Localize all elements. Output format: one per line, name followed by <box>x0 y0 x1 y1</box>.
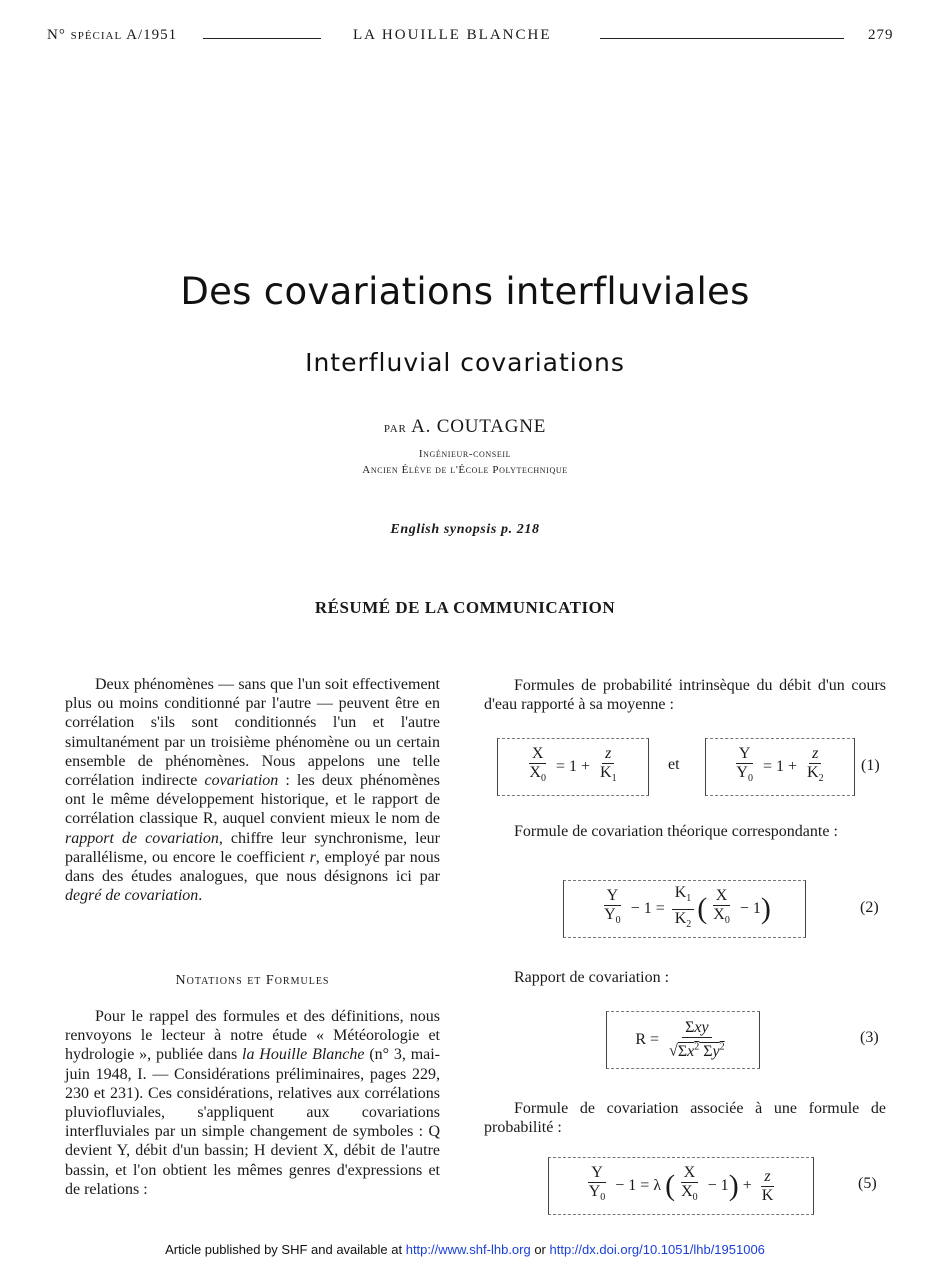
author-affiliation-1: Ingénieur-conseil <box>418 448 512 460</box>
article-subtitle: Interfluvial covariations <box>305 348 625 377</box>
author-prefix: par <box>383 420 407 436</box>
formula-1a: $\frac{X}{X_0}$ = 1 + $\frac{z}{K_1}$ <box>497 738 649 796</box>
english-synopsis-note: English synopsis p. 218 <box>390 522 540 537</box>
author-name: A. COUTAGNE <box>411 416 547 437</box>
equation-number-3: (3) <box>860 1029 879 1046</box>
paragraph-covariation-ratio: Rapport de covariation : <box>514 969 670 986</box>
header-rule-right <box>600 38 844 39</box>
doi-link[interactable]: http://dx.doi.org/10.1051/lhb/1951006 <box>549 1242 765 1257</box>
author-affiliation-2: Ancien Élève de l'École Polytechnique <box>362 464 568 476</box>
equation-number-1: (1) <box>861 757 880 774</box>
author-line <box>0 416 930 438</box>
journal-name: LA HOUILLE BLANCHE <box>353 27 552 43</box>
section-title: RÉSUMÉ DE LA COMMUNICATION <box>314 598 616 617</box>
paragraph-covariation-theory: Formule de covariation théorique correspondante : <box>514 823 838 840</box>
left-column <box>65 675 440 905</box>
footer-availability: Article published by SHF and available at http://www.shf-lhb.org or http://dx.doi.org/10.1051/lhb/1951006 <box>165 1242 765 1257</box>
shf-link[interactable]: http://www.shf-lhb.org <box>405 1242 531 1257</box>
notations-heading: Notations et Formules <box>175 973 330 988</box>
formula-2: $\frac{Y}{Y_0}$ − 1 = $\frac{K_1}{K_2}$ ( $\frac{X}{X_0}$ − 1 ) <box>563 880 806 938</box>
article-title: Des covariations interfluviales <box>180 270 750 313</box>
paragraph-associated-formula: Formule de covariation associée à une formule de probabilité : <box>484 1100 886 1137</box>
equation-number-2: (2) <box>860 899 879 916</box>
left-column-notations <box>65 1007 440 1199</box>
page-number: 279 <box>868 27 894 43</box>
formula-1-connector: et <box>668 756 680 773</box>
formula-1b: $\frac{Y}{Y_0}$ = 1 + $\frac{z}{K_2}$ <box>705 738 855 796</box>
formula-5: $\frac{Y}{Y_0}$ − 1 = λ ( $\frac{X}{X_0}$ − 1 ) + $\frac{z}{K}$ <box>548 1157 814 1215</box>
paragraph-notations: Pour le rappel des formules et des définitions, nous renvoyons le lecteur à notre étude « Météorologie et hydrologie », publiée dans la Houille Blanche (n° 3, mai-juin 1948, I. — Considérations préliminaires, pages 229, 230 et 231). Ces considérations, relatives aux corrélations pluviofluviales, s'appliquent aux covariations interfluviales par un simple changement de symboles : Q devient Y, débit d'un bassin; H devient X, débit de l'autre bassin, et l'on obtient les mêmes genres d'expressions et de relations : <box>65 1008 441 1198</box>
equation-number-5: (5) <box>858 1175 877 1192</box>
journal-issue: N° spécial A/1951 <box>47 27 178 43</box>
paragraph-probability: Formules de probabilité intrinsèque du débit d'un cours d'eau rapporté à sa moyenne : <box>484 677 886 714</box>
paragraph-intro: Deux phénomènes — sans que l'un soit effectivement plus ou moins conditionné par l'autre — peuvent être en corrélation s'ils sont conditionnés l'un et l'autre simultanément par un troisième phénomène ou un certain ensemble de phénomènes. Nous appelons une telle corrélation indirecte covariation : les deux phénomènes ont le même développement historique, et le rapport de corrélation classique R, auquel convient mieux le nom de rapport de covariation, chiffre leur synchronisme, leur parallélisme, ou encore le coefficient r, employé par nous dans des études analogues, que nous désignons ici par degré de covariation. <box>65 676 441 905</box>
formula-3: R = $\frac{\text{Σxy}}{√\Sigma x^2 \Sigma y^2}$ <box>606 1011 760 1069</box>
header-rule-left <box>203 38 321 39</box>
